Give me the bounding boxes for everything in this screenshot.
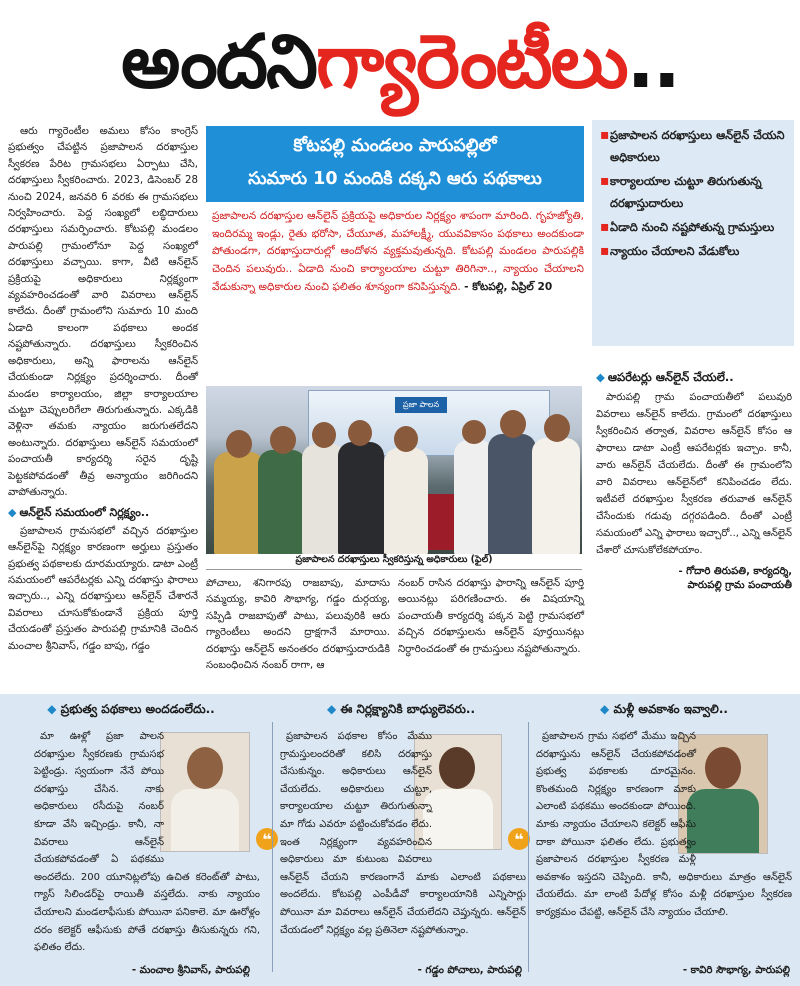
quote-box-3 (532, 694, 796, 986)
deck-line-1: కోటపల్లి మండలం పారుపల్లిలో (293, 136, 497, 156)
side-article-title: ◆ ఆపరేటర్లు ఆన్‌లైన్ చేయలే.. (596, 370, 734, 384)
divider (272, 722, 273, 972)
photo-banner-text: ప్రజా పాలన (395, 397, 447, 413)
photo-person-head (500, 410, 526, 438)
center-column: నంబర్ రాసిన దరఖాస్తు ఫారాన్ని ఆన్‌లైన్ పూర్తి అయినట్లు పరిగణించారు. ఈ విషయాన్ని పంచాయతీ కార్యదర్శి పక్కన పెట్టి గ్రామసభలో వచ్చిన దరఖాస్తులను ఆన్‌లైన్ పూర్తయినట్లు నిర్ధారించడంతో ఈ గ్రామస్తులు నష్టపోతున్నారు. (398, 578, 584, 655)
bullet-icon: ▪ (600, 173, 610, 189)
quote-mark-icon: ❝ (256, 828, 278, 850)
photo-person-head (226, 430, 252, 458)
quotes-panel (0, 694, 800, 986)
side-article-sig-1: - గోదారి తిరుపతి, కార్యదర్శి, (678, 566, 792, 577)
highlights-box (592, 120, 794, 346)
deck-line-2: సుమారు 10 మందికి దక్కని ఆరు పథకాలు (248, 169, 542, 189)
intro-source: - కోటపల్లి, ఏప్రిల్ 20 (464, 280, 553, 293)
photo-person (338, 442, 384, 554)
photo-person (532, 438, 580, 554)
left-subhead: ◆ ఆన్‌లైన్ సమయంలో నిర్లక్ష్యం.. (8, 506, 150, 520)
quote-text: ప్రజాపాలన పథకాల కోసం మేము గ్రామస్తులందరితో కలిసి దరఖాస్తు చేసుకున్నం. అధికారులు ఆన్‌లైన్ చేయలేదు. అధికారులు చుట్టూ, కార్యాలయాల చుట్టూ తిరుగుతున్నా మా గోడు ఎవరూ పట్టించుకోవడం లేదు. ఇంత నిర్లక్ష్యంగా వ్యవహరించిన అధికారులు మా కుటుంబ వివరాలు ఆన్‌లైన్ చేయని కారణంగానే మాకు ఎలాంటి పథకాలు అందలేదు. కోటపల్లి ఎంపీడీవో కార్యాలయానికి ఎన్నిసార్లు పోయినా మా వివరాలు ఆన్‌లైన్ చేయలేదని చెప్తున్నరు. ఆన్‌లైన్ చేయడంలో నిర్లక్ష్యం వల్ల ప్రతినెలా నష్టపోతున్నాం. (280, 731, 526, 936)
headline (0, 6, 800, 118)
left-paragraph-1: ఆరు గ్యారెంటీల అమలు కోసం కాంగ్రెస్ ప్రభుత్వం చేపట్టిన ప్రజాపాలన దరఖాస్తుల స్వీకరణ పేరిట గ్రామసభలు ఏర్పాటు చేసి, దరఖాస్తులు స్వీకరించారు. 2023, డిసెంబర్ 28 నుంచి 2024, జనవరి 6 వరకు ఈ గ్రామసభలు నిర్వహించారు. పెద్ద సంఖ్యలో లబ్ధిదారులు దరఖాస్తులు సమర్పించారు. కోటపల్లి మండలం పారుపల్లి గ్రామంలోనూ పెద్ద సంఖ్యలో దరఖాస్తులు వచ్చాయి. కాగా, వీటి ఆన్‌లైన్ ప్రక్రియపై అధికారులు నిర్లక్ష్యంగా వ్యవహరించడంతో వారి వివరాలు ఆన్‌లైన్ కాలేదు. దీంతో గ్రామంలోని సుమారు 10 మంది ఏడాది కాలంగా పథకాలు అందక నష్టపోతున్నారు. దరఖాస్తులు స్వీకరించిన అధికారులు, అన్ని ఫారాలను ఆన్‌లైన్ చేయకుండా నిర్లక్ష్యం ప్రదర్శించారు. దీంతో మండల కార్యాలయం, జిల్లా కార్యాలయాల చుట్టూ చెప్పులరిగేలా తిరుగుతున్నారు. ఎక్కడికి వెళ్లినా తమకు న్యాయం జరుగుతలేదని అంటున్నారు. దరఖాస్తులు ఆన్‌లైన్ సమయంలో పంచాయతీ కార్యదర్శి సరైన దృష్టి పెట్టకపోవడంతో తీవ్ర అన్యాయం జరిగిందని వాపోతున్నారు. (8, 126, 198, 498)
photo-person-head (348, 420, 372, 446)
diamond-icon: ◆ (8, 506, 17, 520)
bullet-icon: ▪ (600, 243, 610, 259)
highlight-item: ▪ ఏడాది నుంచి నష్టపోతున్న గ్రామస్తులు (600, 216, 788, 238)
photo-caption: ప్రజాపాలన దరఖాస్తులు స్వీకరిస్తున్న అధికారులు (ఫైల్) (206, 554, 582, 570)
side-article (596, 366, 792, 716)
side-article-sig-2: పారుపల్లి గ్రామ పంచాయతీ (687, 580, 792, 591)
left-column (8, 124, 198, 684)
bullet-icon: ▪ (600, 219, 610, 235)
diamond-icon: ◆ (596, 370, 605, 384)
quote-signature: - మంచాల శ్రీనివాస్, పారుపల్లి (131, 965, 250, 976)
headline-red: గ్యారెంటీలు (316, 19, 627, 105)
photo-person (258, 450, 306, 554)
bullet-icon: ▪ (600, 127, 610, 143)
quote-text: మా ఊళ్లో ప్రజా పాలన దరఖాస్తుల స్వీకరణకు గ్రామసభ పెట్టిండ్రు. స్వయంగా నేనే పోయి దరఖాస్తు చేసిన. నాకు అధికారులు రసీదుపై నంబర్ కూడా వేసి ఇచ్చిండ్రు. కానీ, నా వివరాలు ఆన్‌లైన్ చేయకపోవడంతో ఏ పథకము అందలేదు. 200 యూనిట్లలోపు ఉచిత కరెంట్‌తో పాటు, గ్యాస్ సిలిండర్‌పై రాయితీ వస్తలేదు. నాకు న్యాయం చేయాలని మండలాఫీసుకు పోయినా పనికాలె. మా ఊరోళ్లం దరం కలెక్టర్ ఆఫీసుకు పోతే దరఖాస్తు తీసుకున్నరు గని, ఫలితం లేదు. (34, 731, 260, 954)
intro-text (212, 208, 584, 380)
headline-black: అందని (121, 19, 317, 105)
diamond-icon: ◆ (326, 702, 337, 716)
diamond-icon: ◆ (600, 702, 610, 716)
quote-box-1 (0, 694, 262, 986)
photo-person-head (312, 422, 336, 448)
highlight-item: ▪ కార్యాలయాల చుట్టూ తిరుగుతున్న దరఖాస్తుదారులు (600, 170, 788, 214)
quote-mark-icon: ❝ (508, 828, 530, 850)
photo-person-head (462, 420, 486, 444)
side-article-text: పారుపల్లి గ్రామ పంచాయతీలో పలువురి వివరాలు ఆన్‌లైన్ కాలేదు. గ్రామంలో దరఖాస్తులు స్వీకరించిన తర్వాత, వివరాల ఆన్‌లైన్ కోసం ఆ ఫారాలు డాటా ఎంట్రీ ఆపరేటర్లకు ఇచ్చాం. కానీ, వారు ఆన్‌లైన్ చేయలేదు. దీంతో ఈ గ్రామంలోని వారి వివరాలు ఆన్‌లైన్‌లో కనిపించడం లేదు. ఇటీవలే దరఖాస్తుల స్వీకరణ తరువాత ఆన్‌లైన్ చేసేందుకు గడువు దగ్గరపడింది. దీంతో ఎంట్రీ సమయంలో ఎన్ని ఫారాలు ఇచ్చారో.., ఎన్ని ఆన్‌లైన్ చేశారో చూసుకోలేకపోయాం. (596, 392, 792, 556)
quote-title: ◆ ఈ నిర్లక్ష్యానికి బాధ్యులెవరు.. (326, 702, 476, 716)
left-paragraph-2: ప్రజాపాలన గ్రామసభలో వచ్చిన దరఖాస్తుల ఆన్‌లైన్‌పై నిర్లక్ష్యం కారణంగా అర్హులు ప్రస్తుతం ప్రభుత్వ పథకాలకు దూరమయ్యారు. డాటా ఎంట్రీ సమయంలో ఆపరేటర్లకు ఎన్ని దరఖాస్తు ఫారాలు ఇచ్చారు.., ఎన్ని దరఖాస్తులు ఆన్‌లైన్ చేశారనే వివరాలు చూసుకోకుండానే ప్రక్రియ పూర్తి చేయడంతో ప్రస్తుతం పారుపల్లి గ్రామానికి చెందిన మంచాల శ్రీనివాస్, గడ్డం బాపు, గడ్డం (8, 525, 198, 652)
photo-person (214, 452, 264, 554)
photo-person-head (270, 426, 296, 454)
photo-person (384, 448, 428, 554)
photo-person-head (394, 426, 418, 452)
intro-body: ప్రజాపాలన దరఖాస్తుల ఆన్‌లైన్ ప్రక్రియపై అధికారుల నిర్లక్ష్యం శాపంగా మారింది. గృహజ్యోతి, ఇందిరమ్మ ఇండ్లు, రైతు భరోసా, చేయూత, మహాలక్ష్మీ, యువవికాసం పథకాలు అందకుండా పోతుండగా, దరఖాస్తుదారుల్లో ఆందోళన వ్యక్తమవుతున్నది. కోటపల్లి మండలం పారుపల్లికి చెందిన పలువురు.. ఏడాది నుంచి కార్యాలయాల చుట్టూ తిరిగినా.., న్యాయం చేయాలని వేడుకున్నా అధికారుల నుంచి ఫలితం శూన్యంగా కనిపిస్తున్నది. (212, 210, 584, 293)
divider (528, 722, 529, 972)
quote-title: ◆ ప్రభుత్వ పథకాలు అందడంలేదు.. (47, 702, 215, 716)
highlight-item: ▪ న్యాయం చేయాలని వేడుకోలు (600, 240, 788, 262)
quote-signature: - గడ్డం పోచాలు, పారుపల్లి (417, 965, 522, 976)
headline-tail: .. (626, 19, 679, 105)
diamond-icon: ◆ (47, 702, 57, 716)
highlight-item: ▪ ప్రజాపాలన దరఖాస్తులు ఆన్‌లైన్ చేయని అధికారులు (600, 124, 788, 168)
quote-signature: - కావిరి సౌభాగ్య, పారుపల్లి (682, 965, 790, 976)
middle-column: పోచాలు, శనిగారపు రాజబాపు, మాదాసు సమ్మయ్య, కావిరి సౌభాగ్య, గడ్డం దుర్గయ్య, సప్పిడి రాజబాపుతో పాటు, పలువురికి ఆరు గ్యారెంటీలు అందని ద్రాక్షగానే మారాయి. దరఖాస్తు ఆన్‌లైన్ అనంతరం దరఖాస్తుదారుడికి సంబంధించిన నంబర్ రాగా, ఆ (206, 578, 390, 672)
quote-box-2 (274, 694, 528, 986)
news-photo (206, 386, 582, 554)
photo-person-head (544, 414, 570, 442)
deck-box (206, 126, 584, 202)
photo-person (488, 434, 536, 554)
quote-text: ప్రజాపాలన గ్రామ సభలో మేము ఇచ్చిన దరఖాస్తును ఆన్‌లైన్ చేయకపోవడంతో ప్రభుత్వ పథకాలకు దూరమైనం. కొంతమంది నిర్లక్ష్యం కారణంగా మాకు ఎలాంటి పథకము అందకుండా పోయింది. మాకు న్యాయం చేయాలని కలెక్టర్ ఆఫీసు దాకా పోయినా ఫలితం లేదు. ప్రభుత్వం ప్రజాపాలన దరఖాస్తుల స్వీకరణ మళ్లీ అవకాశం ఇస్తదని చెప్పింది. కానీ, అధికారులు మాత్రం ఆన్‌లైన్ చేయలేదు. మా లాంటి పేదోళ్ల కోసం మళ్లీ దరఖాస్తుల స్వీకరణ కార్యక్రమం చేపట్టి, ఆన్‌లైన్ చేసి న్యాయం చేయాలి. (536, 731, 792, 918)
quote-title: ◆ మళ్లీ అవకాశం ఇవ్వాలి.. (600, 702, 728, 716)
